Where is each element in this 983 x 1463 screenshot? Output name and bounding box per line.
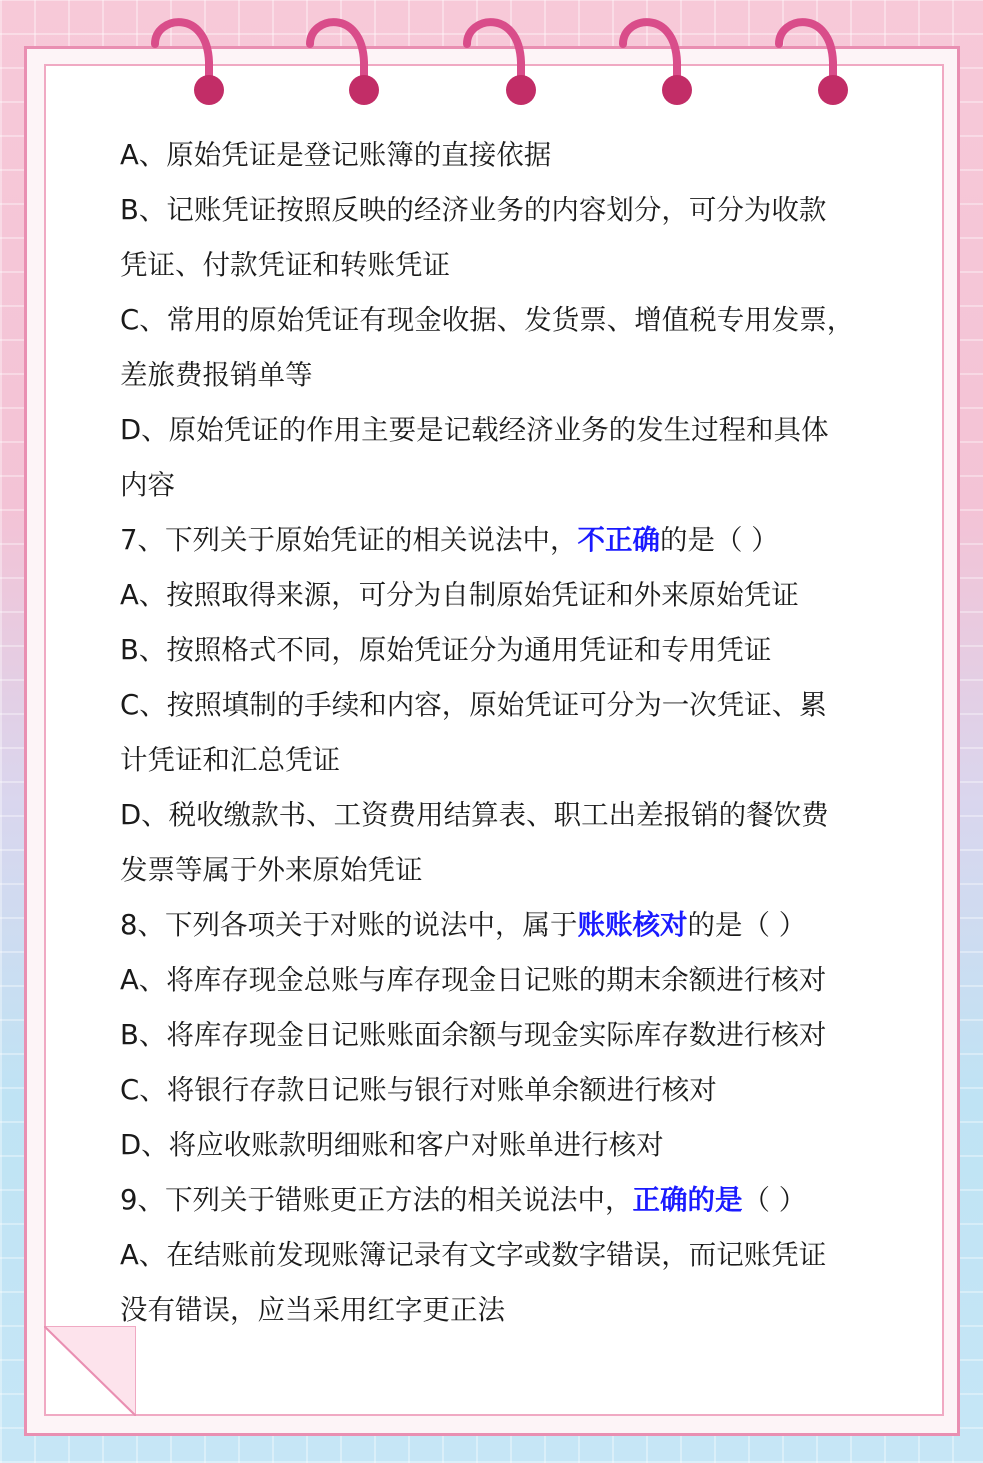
stem-text: 7、下列关于原始凭证的相关说法中， (120, 524, 578, 556)
question-keyword: 不正确 (577, 524, 660, 556)
text-line: C、常用的原始凭证有现金收据、发货票、增值税专用发票， (120, 304, 855, 336)
question-7-stem (120, 513, 880, 568)
binder-ring-icon (613, 10, 697, 110)
text-line: 差旅费报销单等 (120, 359, 313, 391)
stem-text: 的是（ ） (660, 524, 779, 556)
text-line: B、记账凭证按照反映的经济业务的内容划分，可分为收款 (120, 194, 827, 226)
question-9-stem (120, 1173, 880, 1228)
question-keyword: 账账核对 (577, 909, 688, 941)
stem-text: 8、下列各项关于对账的说法中，属于 (120, 909, 578, 941)
question-text-body (120, 128, 880, 1338)
text-line: 发票等属于外来原始凭证 (120, 854, 423, 886)
text-line: 计凭证和汇总凭证 (120, 744, 340, 776)
text-line: B、按照格式不同，原始凭证分为通用凭证和专用凭证 (120, 634, 772, 666)
page-corner-fold (44, 1326, 136, 1416)
text-line: D、税收缴款书、工资费用结算表、职工出差报销的餐饮费 (120, 799, 829, 831)
text-line: A、在结账前发现账簿记录有文字或数字错误，而记账凭证 (120, 1239, 827, 1271)
binder-ring-icon (300, 10, 384, 110)
text-line: B、将库存现金日记账账面余额与现金实际库存数进行核对 (120, 1019, 827, 1051)
binder-ring-icon (145, 10, 229, 110)
stem-text: （ ） (742, 1184, 807, 1216)
question-keyword: 正确的是 (632, 1184, 743, 1216)
text-line: C、将银行存款日记账与银行对账单余额进行核对 (120, 1074, 717, 1106)
text-line: 没有错误，应当采用红字更正法 (120, 1294, 505, 1326)
text-line: D、将应收账款明细账和客户对账单进行核对 (120, 1129, 664, 1161)
stem-text: 9、下列关于错账更正方法的相关说法中， (120, 1184, 633, 1216)
question-8-stem (120, 898, 880, 953)
text-line: D、原始凭证的作用主要是记载经济业务的发生过程和具体 (120, 414, 829, 446)
stem-text: 的是（ ） (687, 909, 807, 941)
text-line: 内容 (120, 469, 175, 501)
text-line: A、将库存现金总账与库存现金日记账的期末余额进行核对 (120, 964, 827, 996)
text-line: A、原始凭证是登记账簿的直接依据 (120, 139, 552, 171)
binder-ring-icon (457, 10, 541, 110)
text-line: A、按照取得来源，可分为自制原始凭证和外来原始凭证 (120, 579, 799, 611)
text-line: C、按照填制的手续和内容，原始凭证可分为一次凭证、累 (120, 689, 827, 721)
binder-ring-icon (769, 10, 853, 110)
text-line: 凭证、付款凭证和转账凭证 (120, 249, 450, 281)
